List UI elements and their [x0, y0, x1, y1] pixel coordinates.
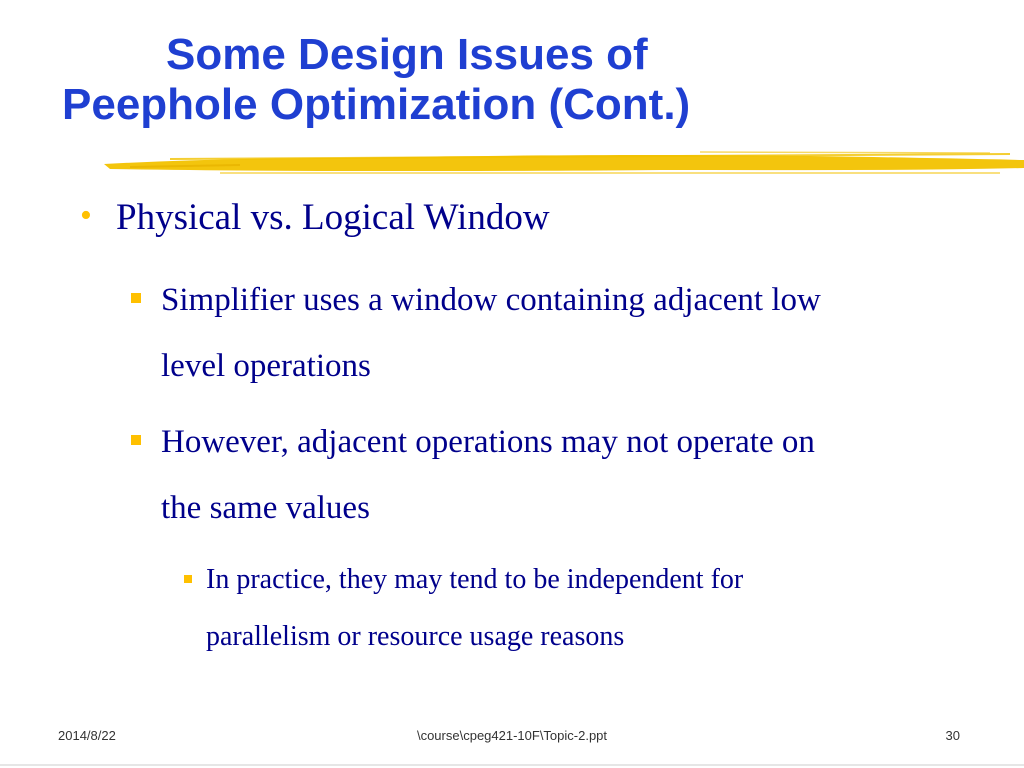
bullet-level3-line2: parallelism or resource usage reasons — [206, 621, 625, 652]
bullet-level2-text — [161, 267, 981, 399]
bullet-marker-level2 — [131, 435, 141, 445]
bullet-level2-line1: Simplifier uses a window containing adjacent low — [161, 282, 821, 318]
bottom-divider — [0, 764, 1024, 766]
bullet-level2-line2: the same values — [161, 490, 370, 526]
bullet-level2-text — [161, 409, 981, 541]
bullet-marker-level1: • — [80, 197, 92, 234]
bullet-marker-level3 — [184, 575, 192, 583]
slide-number: 30 — [945, 728, 960, 743]
title-line-1: Some Design Issues of — [166, 30, 648, 79]
bullet-level3-text — [206, 551, 966, 665]
footer-date: 2014/8/22 — [58, 728, 116, 743]
bullet-level2-line1: However, adjacent operations may not operate on — [161, 424, 815, 460]
footer-file-path: \course\cpeg421-10F\Topic-2.ppt — [416, 728, 608, 743]
title-line-2: Peephole Optimization (Cont.) — [62, 80, 691, 129]
bullet-level1-text: Physical vs. Logical Window — [116, 197, 550, 238]
bullet-level2-line2: level operations — [161, 348, 371, 384]
bullet-level3-line1: In practice, they may tend to be independent for — [206, 564, 744, 595]
bullet-marker-level2 — [131, 293, 141, 303]
